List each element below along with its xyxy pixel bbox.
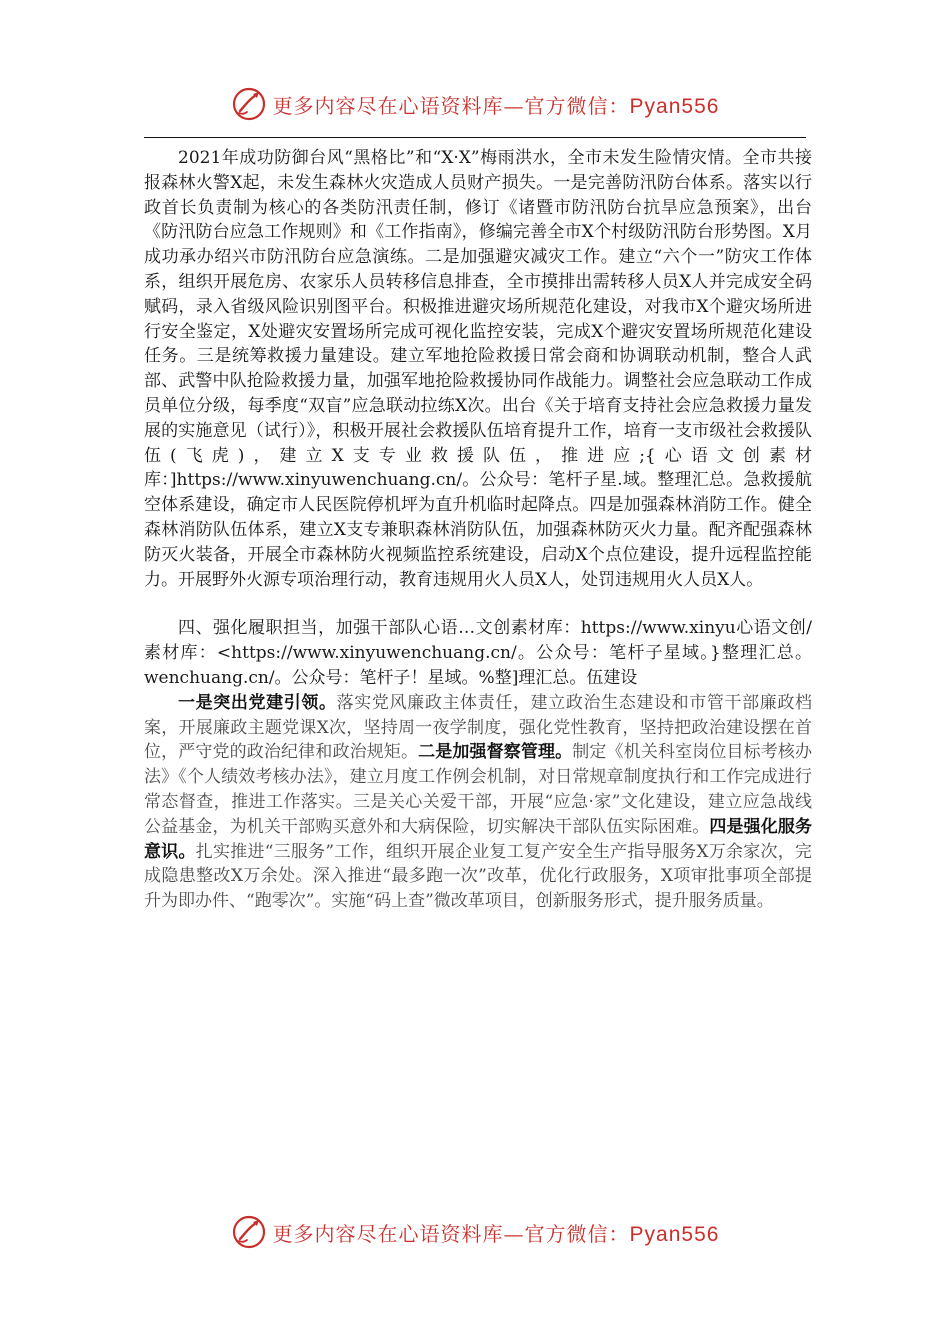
banner-wechat-id: Pyan556 [629, 1222, 720, 1246]
writing-hand-logo-icon [231, 86, 267, 122]
bold-heading-supervision: 二是加强督察管理。 [418, 742, 573, 763]
banner-text-cn: 更多内容尽在心语资料库—官方微信： [272, 1221, 630, 1246]
writing-hand-logo-icon [231, 1214, 267, 1250]
document-body [144, 146, 812, 914]
paragraph-section-four-heading: 四、强化履职担当，加强干部队心语…文创素材库：https://www.xinyu心语文创/素材库：<https://www.xinyuwenchuang.cn/。公众号：笔杆子星域。}整理汇总。wenchuang.cn/。公众号：笔杆子！星域。%整]理汇总。伍建设 [144, 618, 812, 688]
text-party-building: 落实党风廉政主体责任，建立政治生态建设和市管干部廉政档案，开展廉政主题党课X次，坚持周一夜学制度，强化党性教育，坚持把政治建设摆在首位，严守党的政治纪律和政治规矩。 [144, 692, 813, 763]
footer-banner [0, 1210, 950, 1254]
paragraph-disaster-prevention: 2021年成功防御台风“黑格比”和“X·X”梅雨洪水，全市未发生险情灾情。全市共接报森林火警X起，未发生森林火灾造成人员财产损失。一是完善防汛防台体系。落实以行政首长负责制为核心的各类防汛责任制，修订《诸暨市防汛防台抗旱应急预案》，出台《防汛防台应急工作规则》和《工作指南》，修编完善全市X个村级防汛防台形势图。X月成功承办绍兴市防汛防台应急演练。二是加强避灾减灾工作。建立“六个一”防灾工作体系，组织开展危房、农家乐人员转移信息排查，全市摸排出需转移人员X人并完成安全码赋码，录入省级风险识别图平台。积极推进避灾场所规范化建设，对我市X个避灾场所进行安全鉴定，X处避灾安置场所完成可视化监控安装，完成X个避灾安置场所规范化建设任务。三是统筹救援力量建设。建立军地抢险救援日常会商和协调联动机制，整合人武部、武警中队抢险救援力量，加强军地抢险救援协同作战能力。调整社会应急联动工作成员单位分级，每季度“双盲”应急联动拉练X次。出台《关于培育支持社会应急救援力量发展的实施意见（试行）》，积极开展社会救援队伍培育提升工作，培育一支市级社会救援队伍(飞虎)，建立X支专业救援队伍，推进应;{心语文创素材库：]https://www.xinyuwenchuang.cn/。公众号：笔杆子星.域。整理汇总。急救援航空体系建设，确定市人民医院停机坪为直升机临时起降点。四是加强森林消防工作。健全森林消防队伍体系，建立X支专兼职森林消防队伍，加强森林防灭火力量。配齐配强森林防灭火装备，开展全市森林防火视频监控系统建设，启动X个点位建设，提升远程监控能力。开展野外火源专项治理行动，教育违规用火人员X人，处罚违规用火人员X人。 [144, 148, 812, 590]
banner-wechat-id: Pyan556 [629, 94, 720, 118]
text-service: 扎实推进“三服务”工作，组织开展企业复工复产安全生产指导服务X万余家次，完成隐患整改X万余处。深入推进“最多跑一次”改革，优化行政服务，X项审批事项全部提升为即办件、“跑零次”。实施“码上查”微改革项目，创新服务形式，提升服务质量。 [144, 841, 813, 912]
bold-heading-service: 四是强化服务意识。 [144, 816, 813, 862]
header-banner [0, 82, 950, 126]
banner-text [273, 1218, 720, 1247]
text-supervision: 制定《机关科室岗位目标考核办法》《个人绩效考核办法》，建立月度工作例会机制，对日常规章制度执行和工作完成进行常态督查，推进工作落实。三是关心关爱干部，开展“应急·家”文化建设，建立应急战线公益基金，为机关干部购买意外和大病保险，切实解决干部队伍实际困难。 [144, 742, 813, 837]
banner-text [273, 90, 720, 119]
banner-text-cn: 更多内容尽在心语资料库—官方微信： [272, 93, 630, 118]
paragraph-team-building [144, 691, 812, 914]
bold-heading-party-building: 一是突出党建引领。 [178, 692, 337, 713]
header-rule [144, 137, 806, 138]
